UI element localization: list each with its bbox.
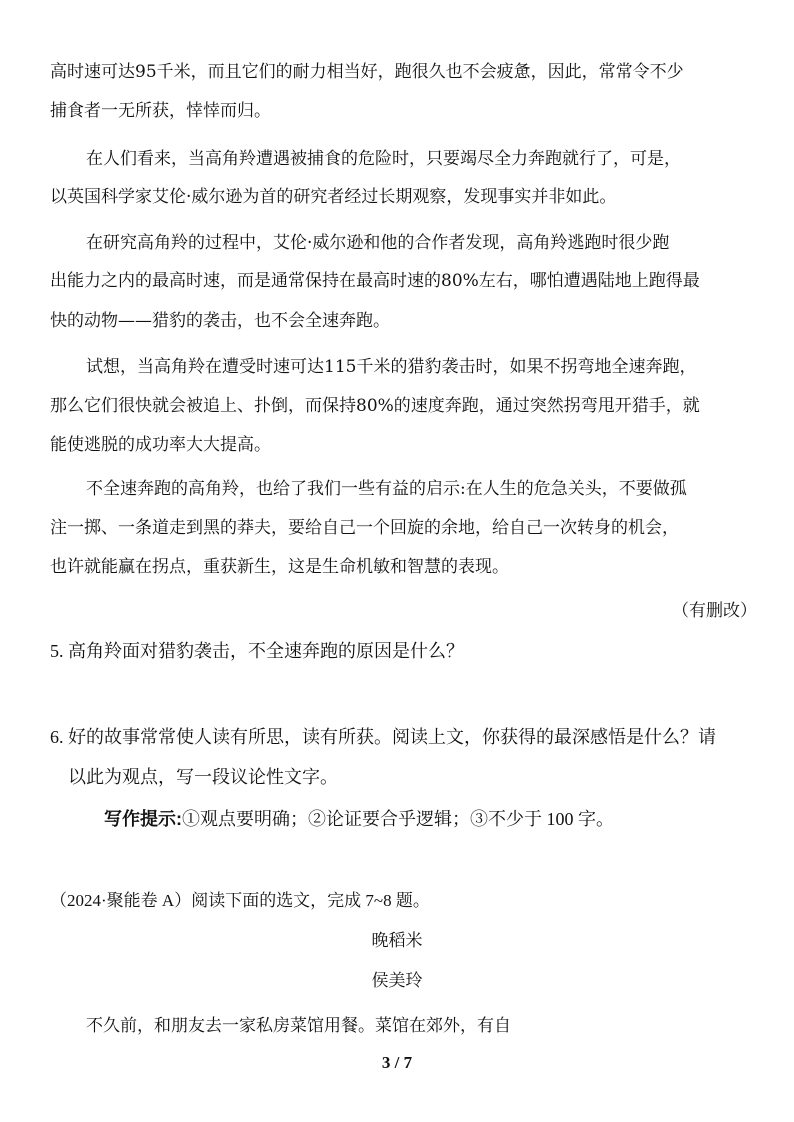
writing-hint-text: ①观点要明确；②论证要合乎逻辑；③不少于 100 字。 <box>182 809 614 829</box>
writing-hint-label: 写作提示: <box>104 809 182 829</box>
passage-line: 捕食者一无所获，悻悻而归。 <box>50 101 271 121</box>
article-author: 侯美玲 <box>371 971 423 990</box>
section-intro: （2024·聚能卷 A）阅读下面的选文，完成 7~8 题。 <box>50 891 430 910</box>
passage-line: 高时速可达95千米，而且它们的耐力相当好，跑很久也不会疲惫，因此，常常令不少 <box>50 62 684 82</box>
question-5-text: 5. 高角羚面对猎豹袭击，不全速奔跑的原因是什么？ <box>50 641 464 661</box>
source-note: （有删改） <box>672 601 757 621</box>
question-6-text: 6. 好的故事常常使人读有所思，读有所获。阅读上文，你获得的最深感悟是什么？请 <box>50 727 716 747</box>
passage-line: 在人们看来，当高角羚遭遇被捕食的危险时，只要竭尽全力奔跑就行了，可是， <box>86 149 681 169</box>
writing-hint <box>104 808 614 830</box>
passage-line: 试想，当高角羚在遭受时速可达115千米的猎豹袭击时，如果不拐弯地全速奔跑， <box>86 357 697 377</box>
question-6-text-cont: 以此为观点，写一段议论性文字。 <box>68 767 338 787</box>
article-title: 晚稻米 <box>371 931 423 950</box>
passage-line: 在研究高角羚的过程中，艾伦·威尔逊和他的合作者发现，高角羚逃跑时很少跑 <box>86 233 670 253</box>
passage-line: 快的动物——猎豹的袭击，也不会全速奔跑。 <box>50 311 390 331</box>
passage-line: 也许就能赢在拐点，重获新生，这是生命机敏和智慧的表现。 <box>50 557 509 577</box>
passage-line: 不全速奔跑的高角羚，也给了我们一些有益的启示:在人生的危急关头，不要做孤 <box>86 479 687 499</box>
passage-line: 出能力之内的最高时速，而是通常保持在最高时速的80%左右，哪怕遭遇陆地上跑得最 <box>50 271 700 291</box>
passage-line: 以英国科学家艾伦·威尔逊为首的研究者经过长期观察，发现事实并非如此。 <box>50 187 617 207</box>
passage-line: 能使逃脱的成功率大大提高。 <box>50 435 271 455</box>
passage-line: 注一掷、一条道走到黑的莽夫，要给自己一个回旋的余地，给自己一次转身的机会， <box>50 518 679 538</box>
article-first-line: 不久前，和朋友去一家私房菜馆用餐。菜馆在郊外，有自 <box>86 1016 511 1036</box>
passage-line: 那么它们很快就会被追上、扑倒，而保持80%的速度奔跑，通过突然拐弯甩开猎手，就 <box>50 396 700 416</box>
page-number: 3 / 7 <box>381 1053 413 1072</box>
